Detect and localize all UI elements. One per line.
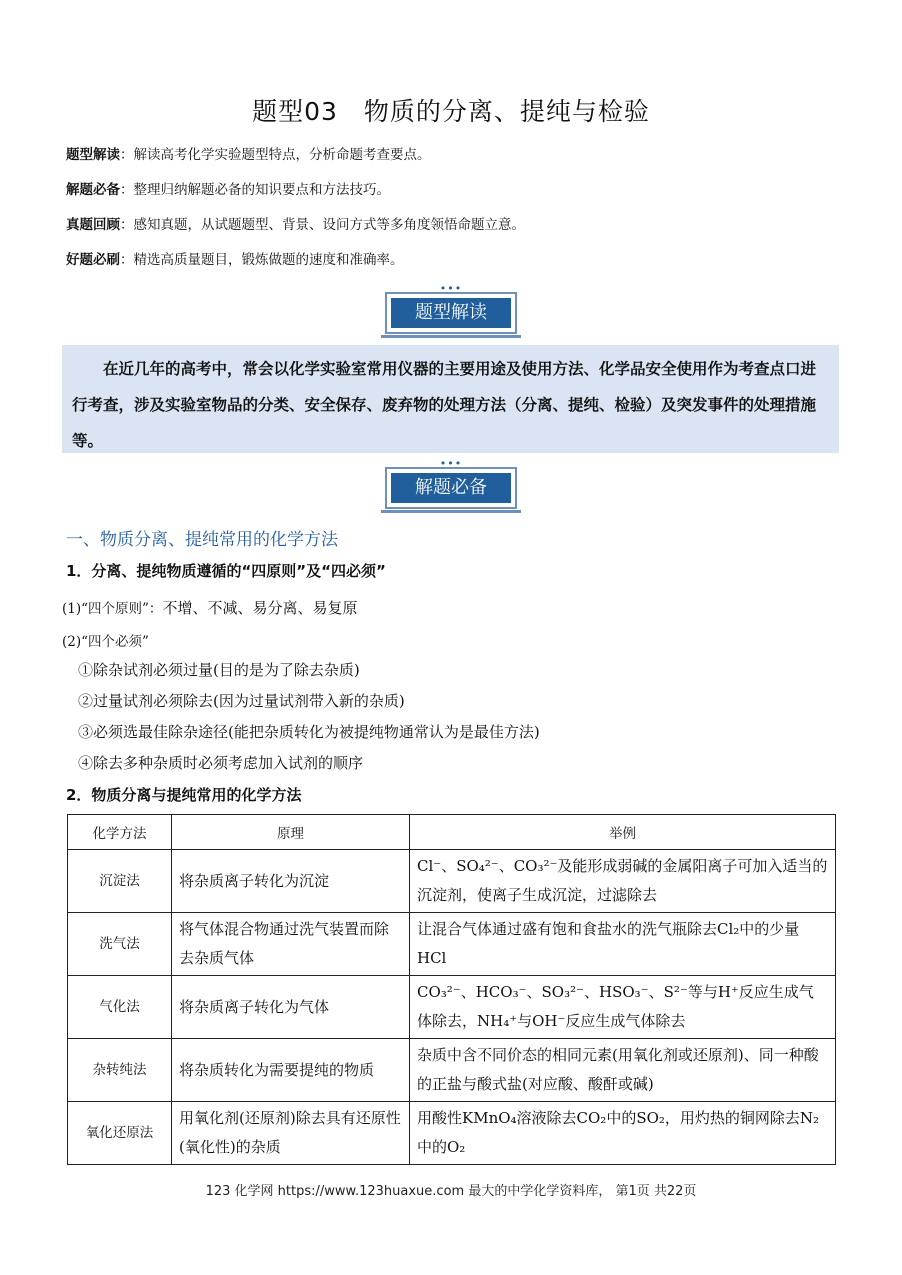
example-cell: 让混合气体通过盛有饱和食盐水的洗气瓶除去Cl₂中的少量HCl xyxy=(410,913,836,976)
principle-cell: 将杂质离子转化为气体 xyxy=(172,976,410,1039)
badge-label: 题型解读 xyxy=(391,298,511,328)
table-header-row xyxy=(68,815,836,850)
subheading-2: 2．物质分离与提纯常用的化学方法 xyxy=(66,786,302,804)
table-header: 原理 xyxy=(172,815,410,850)
table-row xyxy=(68,1102,836,1165)
principle-cell: 用氧化剂(还原剂)除去具有还原性(氧化性)的杂质 xyxy=(172,1102,410,1165)
example-cell: Cl⁻、SO₄²⁻、CO₃²⁻及能形成弱碱的金属阳离子可加入适当的沉淀剂，使离子生成沉淀，过滤除去 xyxy=(410,850,836,913)
example-cell: 杂质中含不同价态的相同元素(用氧化剂或还原剂)、同一种酸的正盐与酸式盐(对应酸、酸酐或碱) xyxy=(410,1039,836,1102)
table-row xyxy=(68,976,836,1039)
method-cell: 洗气法 xyxy=(68,913,172,976)
intro-key: 题型解读 xyxy=(66,147,120,163)
principle-cell: 将气体混合物通过洗气装置而除去杂质气体 xyxy=(172,913,410,976)
table-row xyxy=(68,850,836,913)
badge-label: 解题必备 xyxy=(391,473,511,503)
method-cell: 杂转纯法 xyxy=(68,1039,172,1102)
section-badge-essentials xyxy=(385,457,517,509)
musts-label: (2)“四个必须” xyxy=(62,634,149,650)
subheading-1: 1．分离、提纯物质遵循的“四原则”及“四必须” xyxy=(66,562,386,580)
must-item: ②过量试剂必须除去(因为过量试剂带入新的杂质) xyxy=(78,692,405,710)
method-cell: 氧化还原法 xyxy=(68,1102,172,1165)
principles-text: 不增、不减、易分离、易复原 xyxy=(162,599,358,617)
intro-line-4 xyxy=(66,248,404,268)
table-row xyxy=(68,1039,836,1102)
badge-underline xyxy=(381,335,521,338)
section-heading: 一、物质分离、提纯常用的化学方法 xyxy=(66,530,338,550)
page-title: 题型03 物质的分离、提纯与检验 xyxy=(252,97,650,126)
intro-key: 好题必刷 xyxy=(66,252,120,268)
intro-line-2 xyxy=(66,178,390,198)
method-cell: 沉淀法 xyxy=(68,850,172,913)
example-cell: 用酸性KMnO₄溶液除去CO₂中的SO₂，用灼热的铜网除去N₂中的O₂ xyxy=(410,1102,836,1165)
intro-key: 解题必备 xyxy=(66,182,120,198)
must-item: ③必须选最佳除杂途径(能把杂质转化为被提纯物通常认为是最佳方法) xyxy=(78,723,540,741)
principle-cell: 将杂质转化为需要提纯的物质 xyxy=(172,1039,410,1102)
dots-icon: ••• xyxy=(439,457,463,470)
principles-line xyxy=(62,597,357,618)
page-footer: 123 化学网 https://www.123huaxue.com 最大的中学化学资料库， 第1页 共22页 xyxy=(205,1184,697,1199)
principle-cell: 将杂质离子转化为沉淀 xyxy=(172,850,410,913)
table-header: 化学方法 xyxy=(68,815,172,850)
table-row xyxy=(68,913,836,976)
section-badge-interpret xyxy=(385,282,517,334)
principles-label: (1)“四个原则”： xyxy=(62,601,163,617)
dots-icon: ••• xyxy=(439,282,463,295)
badge-underline xyxy=(381,510,521,513)
intro-line-3 xyxy=(66,213,525,233)
intro-text: ：感知真题，从试题题型、背景、设问方式等多角度领悟命题立意。 xyxy=(120,217,525,233)
example-cell: CO₃²⁻、HCO₃⁻、SO₃²⁻、HSO₃⁻、S²⁻等与H⁺反应生成气体除去，NH₄⁺与OH⁻反应生成气体除去 xyxy=(410,976,836,1039)
intro-text: ：整理归纳解题必备的知识要点和方法技巧。 xyxy=(120,182,390,198)
table-header: 举例 xyxy=(410,815,836,850)
summary-box: 在近几年的高考中，常会以化学实验室常用仪器的主要用途及使用方法、化学品安全使用作为考查点口进行考查，涉及实验室物品的分类、安全保存、废弃物的处理方法（分离、提纯、检验）及突发事件的处理措施等。 xyxy=(62,345,839,453)
intro-text: ：解读高考化学实验题型特点，分析命题考查要点。 xyxy=(120,147,431,163)
methods-table xyxy=(67,814,836,1165)
intro-text: ：精选高质量题目，锻炼做题的速度和准确率。 xyxy=(120,252,404,268)
method-cell: 气化法 xyxy=(68,976,172,1039)
must-item: ④除去多种杂质时必须考虑加入试剂的顺序 xyxy=(78,754,364,772)
intro-key: 真题回顾 xyxy=(66,217,120,233)
intro-line-1 xyxy=(66,143,431,163)
must-item: ①除杂试剂必须过量(目的是为了除去杂质) xyxy=(78,661,360,679)
